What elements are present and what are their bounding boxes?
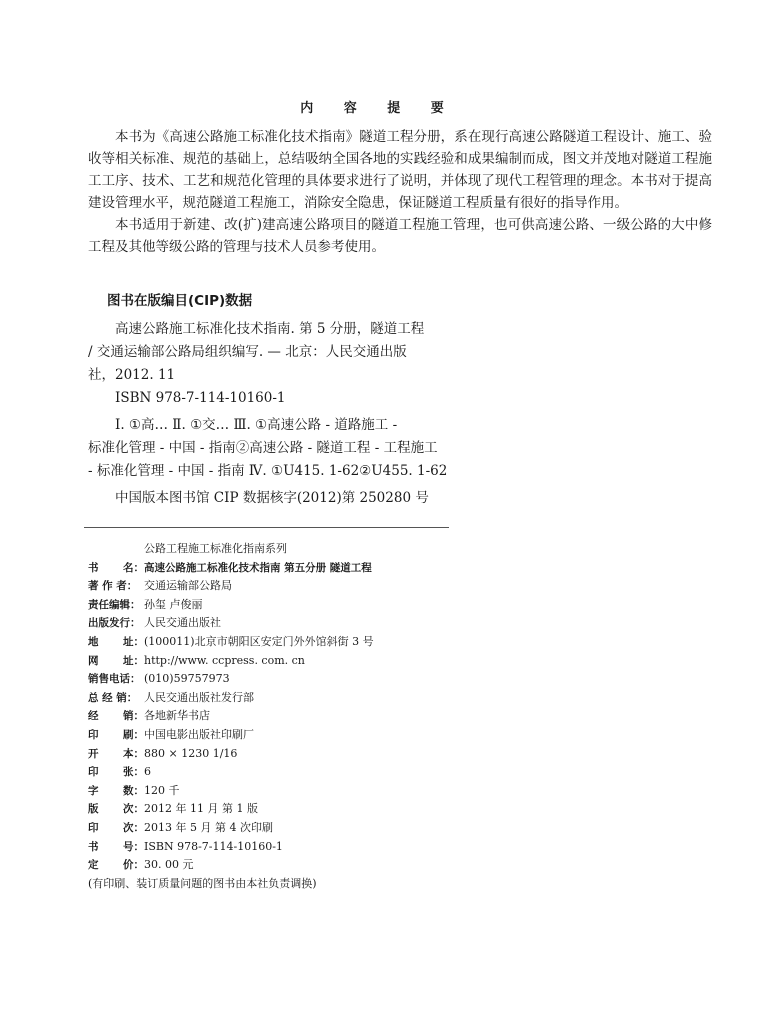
colophon-label-part: 址：	[123, 635, 144, 648]
colophon-row	[88, 577, 508, 596]
colophon-row	[88, 559, 508, 578]
colophon-label	[88, 559, 144, 578]
colophon-value: 2013 年 5 月 第 4 次印刷	[144, 820, 273, 834]
colophon-label-part: 价：	[123, 859, 144, 872]
colophon-row	[88, 819, 508, 838]
colophon-label-part: 次：	[123, 821, 144, 834]
colophon-label-part: 网	[88, 654, 99, 667]
colophon-row	[88, 838, 508, 857]
colophon-label	[88, 763, 144, 782]
colophon-label	[88, 838, 144, 857]
colophon-label	[88, 707, 144, 726]
colophon-label-part: 址：	[123, 654, 144, 667]
colophon-row	[88, 745, 508, 764]
colophon-value: http://www. ccpress. com. cn	[144, 653, 305, 667]
colophon-label: 著 作 者：	[88, 580, 138, 593]
colophon-value: 各地新华书店	[144, 709, 210, 723]
cip-classification-line: 标准化管理 - 中国 - 指南②高速公路 - 隧道工程 - 工程施工	[88, 440, 438, 456]
colophon-row	[88, 800, 508, 819]
colophon-value: 30. 00 元	[144, 858, 194, 872]
colophon-label-part: 定	[88, 859, 99, 872]
colophon-label	[88, 782, 144, 801]
colophon-value: (010)59757973	[144, 672, 230, 686]
colophon-label-part: 印	[88, 821, 99, 834]
cip-data-block	[88, 318, 468, 510]
colophon-label-part: 字	[88, 784, 99, 797]
colophon-rows	[88, 559, 508, 875]
colophon-label-part: 号：	[123, 840, 144, 853]
colophon-row	[88, 763, 508, 782]
series-name: 公路工程施工标准化指南系列	[144, 542, 287, 555]
colophon-label-part: 张：	[123, 766, 144, 779]
colophon	[88, 540, 508, 893]
colophon-label-part: 数：	[123, 784, 144, 797]
cip-classification-line: Ⅰ. ①高… Ⅱ. ①交… Ⅲ. ①高速公路 - 道路施工 -	[115, 417, 398, 433]
colophon-label	[88, 800, 144, 819]
colophon-row	[88, 782, 508, 801]
summary-title: 内 容 提 要	[300, 101, 457, 116]
summary-paragraph: 本书为《高速公路施工标准化技术指南》隧道工程分册，系在现行高速公路隧道工程设计、施工、验收等相关标准、规范的基础上，总结吸纳全国各地的实践经验和成果编制而成，图文并茂地对隧道工程施工工序、技术、工艺和规范化管理的具体要求进行了说明，并体现了现代工程管理的理念。本书对于提高建设管理水平，规范隧道工程施工，消除安全隐患，保证隧道工程质量有很好的指导作用。	[88, 129, 712, 211]
colophon-value: 人民交通出版社	[144, 616, 221, 630]
colophon-label-part: 印	[88, 766, 99, 779]
colophon-value: 人民交通出版社发行部	[144, 690, 254, 704]
colophon-label: 出版发行：	[88, 617, 141, 630]
cip-entry-line: 社，2012. 11	[88, 367, 176, 383]
cip-isbn: ISBN 978-7-114-10160-1	[115, 390, 286, 406]
cip-entry-line: 高速公路施工标准化技术指南. 第 5 分册，隧道工程	[115, 321, 425, 337]
colophon-value: 2012 年 11 月 第 1 版	[144, 802, 258, 816]
colophon-row	[88, 726, 508, 745]
colophon-value: 880 × 1230 1/16	[144, 746, 238, 760]
colophon-label: 责任编辑：	[88, 598, 141, 611]
colophon-value: 高速公路施工标准化技术指南 第五分册 隧道工程	[144, 561, 372, 574]
colophon-value: 交通运输部公路局	[144, 579, 232, 593]
colophon-label-part: 印	[88, 728, 99, 741]
colophon-label-part: 名：	[123, 561, 144, 574]
cip-entry-line: / 交通运输部公路局组织编写. — 北京：人民交通出版	[88, 344, 407, 360]
colophon-label	[88, 745, 144, 764]
colophon-label-part: 开	[88, 747, 99, 760]
colophon-value: 中国电影出版社印刷厂	[144, 727, 254, 741]
colophon-row	[88, 614, 508, 633]
summary-paragraph: 本书适用于新建、改(扩)建高速公路项目的隧道工程施工管理，也可供高速公路、一级公路的大中修工程及其他等级公路的管理与技术人员参考使用。	[88, 217, 712, 255]
colophon-value: 孙玺 卢俊丽	[144, 597, 203, 611]
colophon-row	[88, 633, 508, 652]
colophon-label-part: 次：	[123, 803, 144, 816]
colophon-row	[88, 652, 508, 671]
colophon-label-part: 版	[88, 803, 99, 816]
colophon-note: (有印刷、装订质量问题的图书由本社负责调换)	[88, 876, 317, 890]
colophon-row	[88, 596, 508, 615]
colophon-value: ISBN 978-7-114-10160-1	[144, 839, 283, 853]
colophon-label: 总 经 销：	[88, 691, 138, 704]
colophon-value: (100011)北京市朝阳区安定门外外馆斜街 3 号	[144, 634, 374, 648]
colophon-label	[88, 726, 144, 745]
colophon-label	[88, 856, 144, 875]
cip-title: 图书在版编目(CIP)数据	[107, 293, 253, 309]
colophon-row	[88, 670, 508, 689]
colophon-label-part: 地	[88, 635, 99, 648]
colophon-row	[88, 689, 508, 708]
cip-classification-line: - 标准化管理 - 中国 - 指南 Ⅳ. ①U415. 1-62②U455. 1-62	[88, 463, 448, 479]
colophon-label	[88, 652, 144, 671]
colophon-label	[88, 819, 144, 838]
colophon-value: 6	[144, 765, 151, 779]
colophon-label-part: 刷：	[123, 728, 144, 741]
colophon-label-part: 经	[88, 710, 99, 723]
colophon-label-part: 销：	[123, 710, 144, 723]
colophon-label-part: 本：	[123, 747, 144, 760]
cip-number: 中国版本图书馆 CIP 数据核字(2012)第 250280 号	[115, 490, 429, 506]
colophon-label: 销售电话：	[88, 673, 141, 686]
colophon-value: 120 千	[144, 783, 180, 797]
divider-rule	[84, 527, 449, 528]
colophon-label	[88, 633, 144, 652]
colophon-label-part: 书	[88, 840, 99, 853]
colophon-row	[88, 707, 508, 726]
summary-body	[88, 126, 712, 258]
colophon-label-part: 书	[88, 561, 99, 574]
colophon-row	[88, 856, 508, 875]
